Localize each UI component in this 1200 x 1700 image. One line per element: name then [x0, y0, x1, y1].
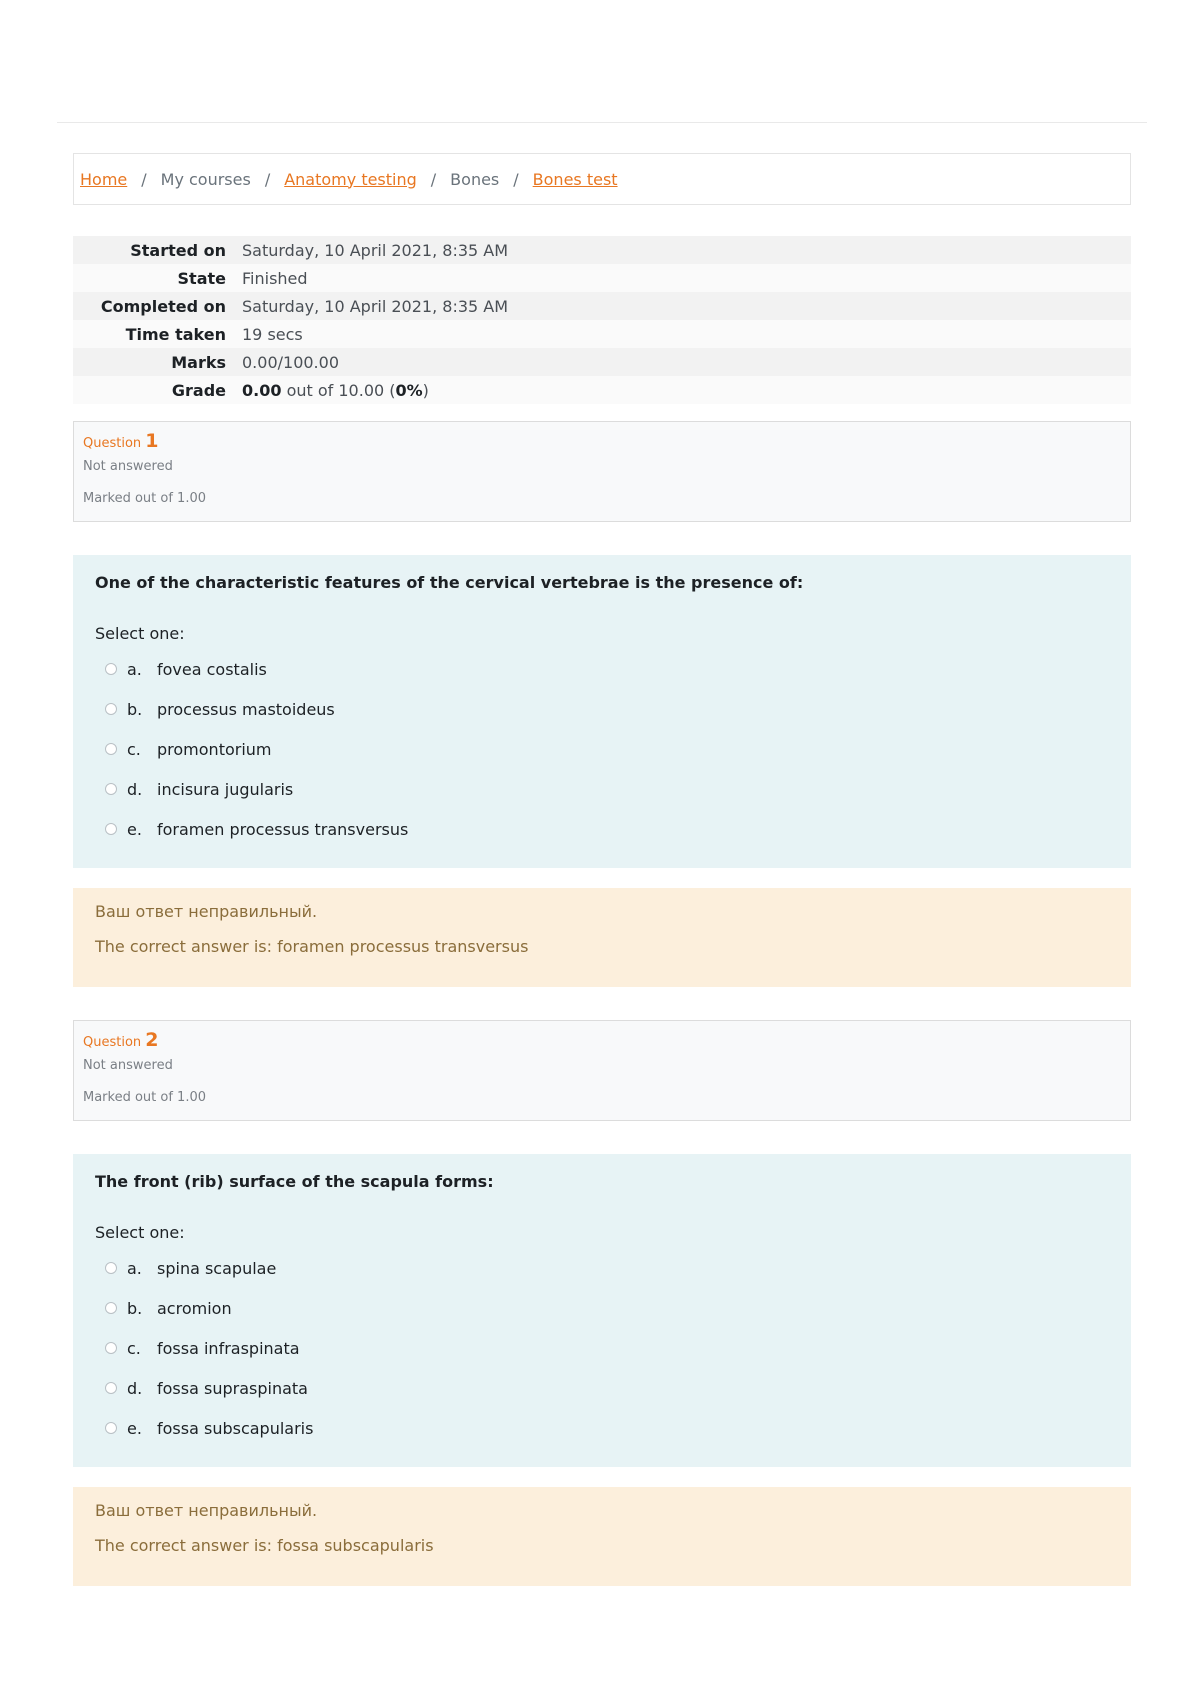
- summary-label: Grade: [171, 380, 226, 400]
- summary-label: Completed on: [100, 296, 226, 316]
- select-one-label: Select one:: [95, 624, 185, 643]
- breadcrumb-my-courses: My courses: [160, 169, 251, 189]
- question-2-feedback: [73, 1487, 1131, 1586]
- option-letter: e.: [127, 1418, 142, 1438]
- option-letter: c.: [127, 739, 141, 759]
- breadcrumb-course-link[interactable]: Anatomy testing: [284, 169, 417, 189]
- summary-row-marks: [73, 348, 1131, 376]
- answer-option[interactable]: [95, 1248, 1109, 1288]
- breadcrumb: [73, 153, 1131, 205]
- feedback-incorrect: Ваш ответ неправильный.: [95, 902, 318, 921]
- question-number-value: 1: [145, 430, 159, 452]
- question-number: [83, 430, 1121, 452]
- question-label: Question: [83, 436, 142, 451]
- question-1-feedback: [73, 888, 1131, 987]
- summary-label: Started on: [130, 240, 226, 260]
- option-letter: a.: [127, 1258, 142, 1278]
- radio-button[interactable]: [105, 1422, 117, 1434]
- answer-list: [95, 1248, 1109, 1448]
- grade-percent: 0%: [395, 380, 423, 400]
- grade-score: 0.00: [242, 380, 282, 400]
- summary-row-completed: [73, 292, 1131, 320]
- top-divider: [57, 122, 1147, 123]
- option-text: fossa supraspinata: [157, 1378, 308, 1398]
- question-1-info: [73, 421, 1131, 522]
- answer-option[interactable]: [95, 1408, 1109, 1448]
- option-text: promontorium: [157, 739, 272, 759]
- answer-option[interactable]: [95, 1288, 1109, 1328]
- feedback-incorrect: Ваш ответ неправильный.: [95, 1501, 318, 1520]
- answer-option[interactable]: [95, 769, 1109, 809]
- option-text: fossa subscapularis: [157, 1418, 314, 1438]
- option-text: foramen processus transversus: [157, 819, 409, 839]
- option-text: spina scapulae: [157, 1258, 277, 1278]
- answer-list: [95, 649, 1109, 849]
- option-letter: d.: [127, 779, 143, 799]
- summary-row-time: [73, 320, 1131, 348]
- breadcrumb-separator: /: [513, 169, 519, 189]
- question-prompt: The front (rib) surface of the scapula forms:: [95, 1172, 494, 1191]
- attempt-summary-table: [73, 236, 1131, 404]
- breadcrumb-home-link[interactable]: Home: [80, 169, 128, 189]
- summary-row-state: [73, 264, 1131, 292]
- correct-answer: The correct answer is: foramen processus transversus: [95, 937, 529, 956]
- question-number: [83, 1029, 1121, 1051]
- option-letter: a.: [127, 659, 142, 679]
- summary-label: Marks: [171, 352, 226, 372]
- question-2-info: [73, 1020, 1131, 1121]
- grade-close: ): [422, 380, 429, 400]
- radio-button[interactable]: [105, 663, 117, 675]
- radio-button[interactable]: [105, 1302, 117, 1314]
- answer-option[interactable]: [95, 1368, 1109, 1408]
- radio-button[interactable]: [105, 703, 117, 715]
- question-1-content: [73, 555, 1131, 868]
- summary-value: 0.00/100.00: [242, 352, 339, 372]
- summary-row-started: [73, 236, 1131, 264]
- correct-answer: The correct answer is: fossa subscapularis: [95, 1536, 434, 1555]
- option-text: fovea costalis: [157, 659, 267, 679]
- radio-button[interactable]: [105, 1342, 117, 1354]
- question-grade: Marked out of 1.00: [83, 1090, 207, 1105]
- grade-out-of: out of 10.00 (: [281, 380, 396, 400]
- select-one-label: Select one:: [95, 1223, 185, 1242]
- answer-option[interactable]: [95, 649, 1109, 689]
- answer-option[interactable]: [95, 689, 1109, 729]
- summary-value: [234, 376, 1131, 404]
- question-number-value: 2: [145, 1029, 159, 1051]
- answer-option[interactable]: [95, 809, 1109, 849]
- option-text: acromion: [157, 1298, 232, 1318]
- radio-button[interactable]: [105, 1262, 117, 1274]
- breadcrumb-quiz-link[interactable]: Bones test: [532, 169, 618, 189]
- radio-button[interactable]: [105, 783, 117, 795]
- option-text: processus mastoideus: [157, 699, 335, 719]
- question-state: Not answered: [83, 1058, 173, 1073]
- summary-value: Saturday, 10 April 2021, 8:35 AM: [242, 240, 509, 260]
- option-text: incisura jugularis: [157, 779, 294, 799]
- breadcrumb-separator: /: [141, 169, 147, 189]
- question-grade: Marked out of 1.00: [83, 491, 207, 506]
- question-state: Not answered: [83, 459, 173, 474]
- summary-label: State: [177, 268, 226, 288]
- radio-button[interactable]: [105, 823, 117, 835]
- summary-value: Saturday, 10 April 2021, 8:35 AM: [242, 296, 509, 316]
- summary-label: Time taken: [125, 324, 226, 344]
- option-text: fossa infraspinata: [157, 1338, 300, 1358]
- radio-button[interactable]: [105, 743, 117, 755]
- question-prompt: One of the characteristic features of the cervical vertebrae is the presence of:: [95, 573, 804, 592]
- option-letter: b.: [127, 699, 143, 719]
- summary-row-grade: [73, 376, 1131, 404]
- summary-value: Finished: [242, 268, 308, 288]
- option-letter: b.: [127, 1298, 143, 1318]
- breadcrumb-separator: /: [430, 169, 437, 189]
- question-label: Question: [83, 1035, 142, 1050]
- breadcrumb-bones: Bones: [450, 169, 500, 189]
- option-letter: d.: [127, 1378, 143, 1398]
- summary-value: 19 secs: [242, 324, 303, 344]
- option-letter: e.: [127, 819, 142, 839]
- answer-option[interactable]: [95, 729, 1109, 769]
- option-letter: c.: [127, 1338, 141, 1358]
- answer-option[interactable]: [95, 1328, 1109, 1368]
- radio-button[interactable]: [105, 1382, 117, 1394]
- question-2-content: [73, 1154, 1131, 1467]
- breadcrumb-separator: /: [264, 169, 271, 189]
